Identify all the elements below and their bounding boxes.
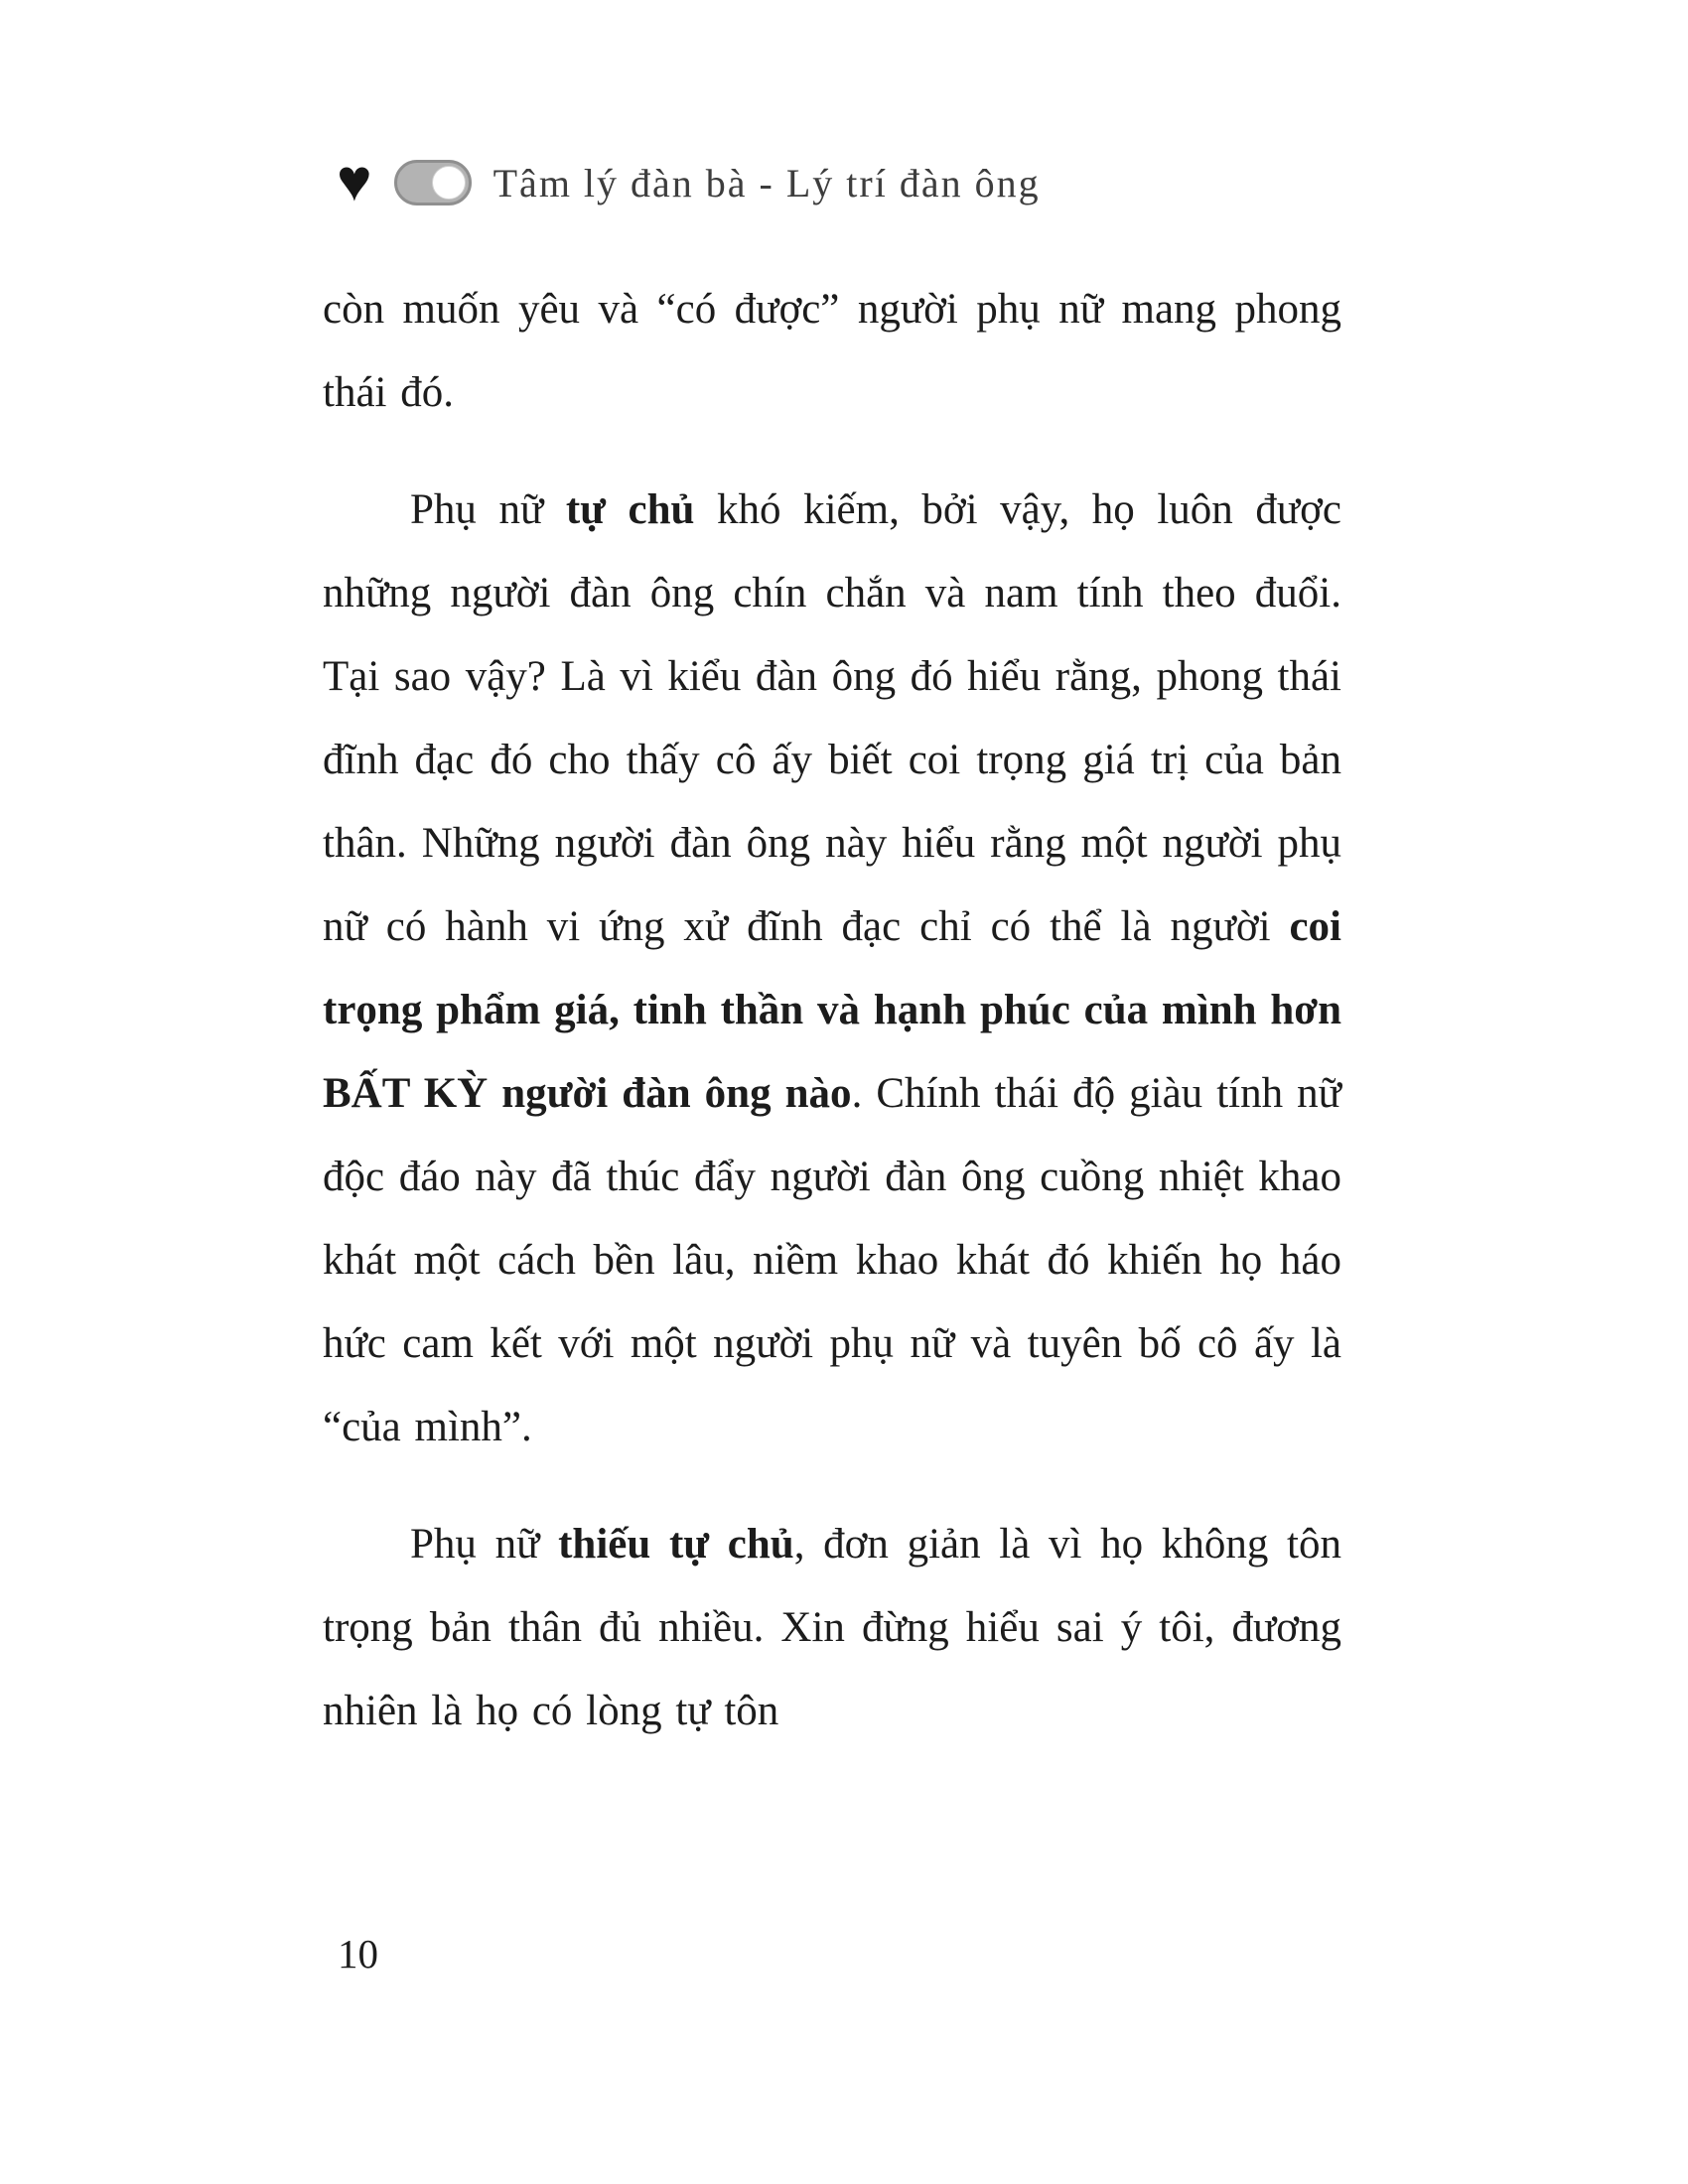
heart-icon: ♥ (337, 148, 372, 213)
toggle-knob-icon (432, 166, 466, 200)
running-head-title: Tâm lý đàn bà - Lý trí đàn ông (492, 160, 1041, 205)
page-number: 10 (338, 1931, 378, 1977)
toggle-icon (394, 160, 472, 205)
body-text (323, 268, 1341, 1753)
paragraph: Phụ nữ thiếu tự chủ, đơn giản là vì họ không tôn trọng bản thân đủ nhiều. Xin đừng hiểu sai ý tôi, đương nhiên là họ có lòng tự tôn (323, 1521, 1341, 1734)
paragraph: Phụ nữ tự chủ khó kiếm, bởi vậy, họ luôn được những người đàn ông chín chắn và nam tính theo đuổi. Tại sao vậy? Là vì kiểu đàn ông đó hiểu rằng, phong thái đĩnh đạc đó cho thấy cô ấy biết coi trọng giá trị của bản thân. Những người đàn ông này hiểu rằng một người phụ nữ có hành vi ứng xử đĩnh đạc chỉ có thể là người coi trọng phẩm giá, tinh thần và hạnh phúc của mình hơn BẤT KỲ người đàn ông nào. Chính thái độ giàu tính nữ độc đáo này đã thúc đẩy người đàn ông cuồng nhiệt khao khát một cách bền lâu, niềm khao khát đó khiến họ háo hức cam kết với một người phụ nữ và tuyên bố cô ấy là “của mình”. (323, 486, 1341, 1450)
paragraph: còn muốn yêu và “có được” người phụ nữ mang phong thái đó. (323, 286, 1341, 416)
page-header (337, 148, 1341, 214)
